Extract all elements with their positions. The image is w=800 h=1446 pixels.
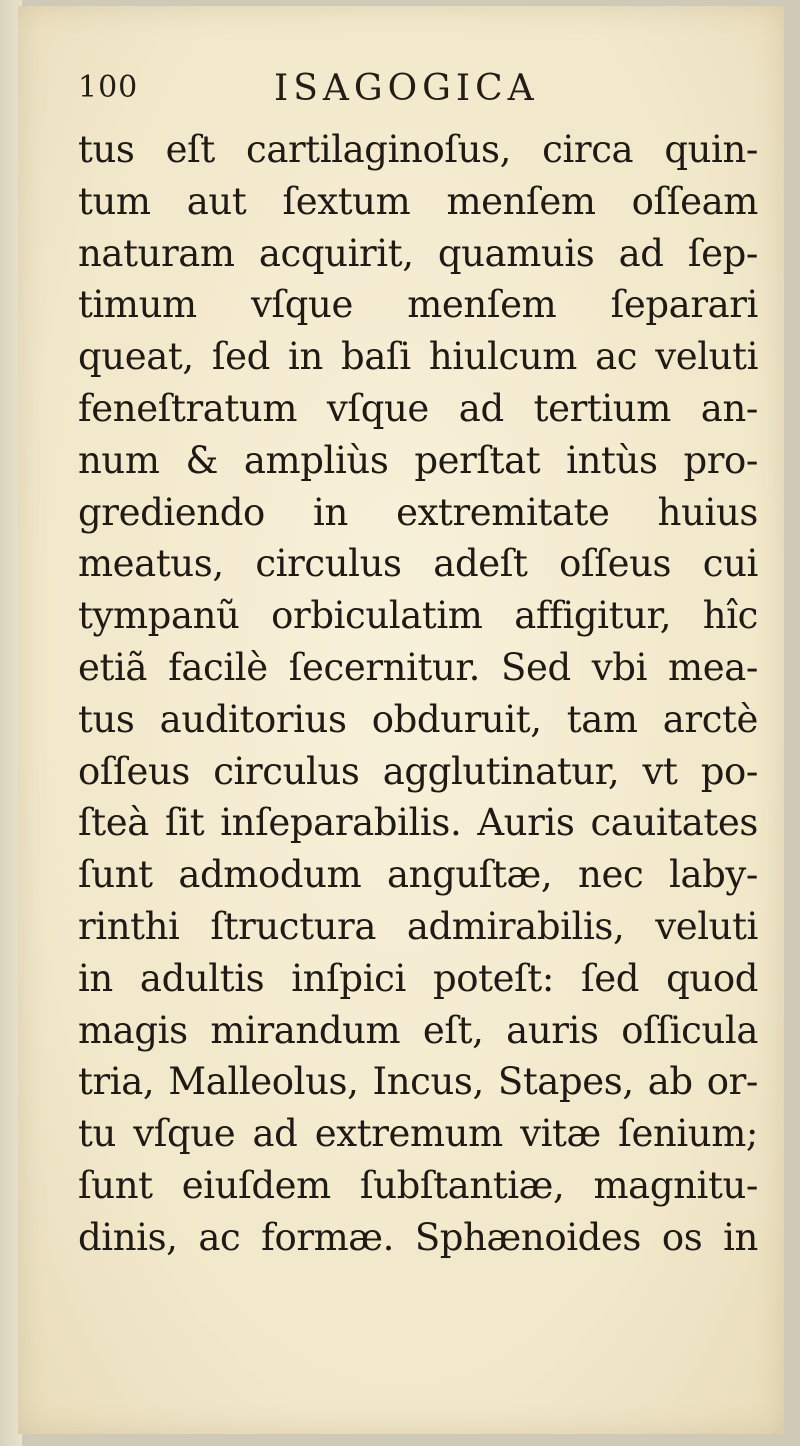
text-line: in adultis inſpici poteſt: ſed quod xyxy=(78,956,758,1000)
text-line: tus eſt cartilaginoſus, circa quin- xyxy=(78,128,758,171)
text-line: num & ampliùs perſtat intùs pro- xyxy=(78,438,758,482)
body-text xyxy=(78,124,758,1264)
text-line: grediendo in extremitate huius xyxy=(78,490,758,534)
text-line: tympanũ orbiculatim affigitur, hîc xyxy=(78,594,758,638)
text-line: ſunt eiuſdem ſubſtantiæ, magnitu- xyxy=(78,1163,758,1207)
text-line: feneſtratum vſque ad tertium an- xyxy=(78,386,758,430)
text-line: tum aut ſextum menſem oſſeam xyxy=(78,179,758,223)
book-page xyxy=(18,6,784,1434)
text-line: oſſeus circulus agglutinatur, vt po- xyxy=(78,749,758,793)
page-number: 100 xyxy=(78,70,139,105)
text-line: ſunt admodum anguſtæ, nec laby- xyxy=(78,853,758,897)
text-line: tria, Malleolus, Incus, Stapes, ab or- xyxy=(78,1060,758,1104)
text-line: dinis, ac formæ. Sphænoides os in xyxy=(78,1215,758,1259)
text-line: etiã facilè ſecernitur. Sed vbi mea- xyxy=(78,645,758,689)
text-line: magis mirandum eſt, auris oſſicula xyxy=(78,1008,758,1052)
text-line: timum vſque menſem ſeparari xyxy=(78,283,758,327)
text-line: meatus, circulus adeſt oſſeus cui xyxy=(78,542,758,586)
text-line: ſteà ſit inſeparabilis. Auris cauitates xyxy=(78,801,758,845)
text-line: naturam acquirit, quamuis ad ſep- xyxy=(78,231,758,275)
running-title: ISAGOGICA xyxy=(274,68,539,109)
text-line: tu vſque ad extremum vitæ ſenium; xyxy=(78,1112,758,1156)
text-line: queat, ſed in baſi hiulcum ac veluti xyxy=(78,335,758,379)
page-header xyxy=(78,68,718,118)
text-line: tus auditorius obduruit, tam arctè xyxy=(78,697,758,741)
text-line: rinthi ſtructura admirabilis, veluti xyxy=(78,904,758,948)
